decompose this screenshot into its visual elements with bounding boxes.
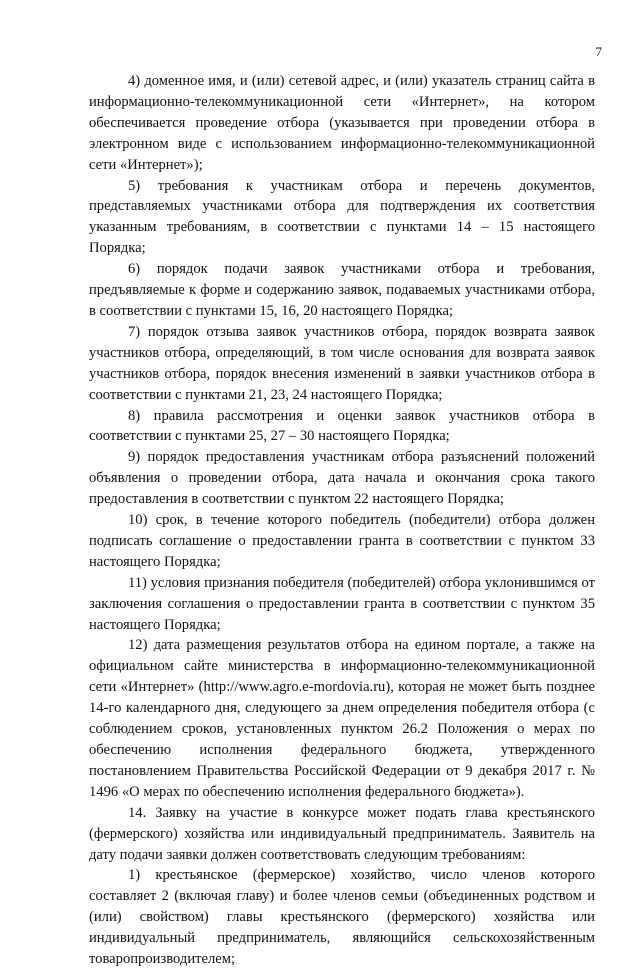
paragraph-requirement-1: 1) крестьянское (фермерское) хозяйство, число членов которого составляет 2 (включая главу) и более членов семьи (объединенных родством и (или) свойством) главы крестьянского (фермерского) хозяйства или индивидуальный предприниматель, являющийся сельскохозяйственным товаропроизводителем;: [89, 867, 595, 968]
paragraph-item-8: 8) правила рассмотрения и оценки заявок участников отбора в соответствии с пунктами 25, 27 – 30 настоящего Порядка;: [89, 407, 595, 445]
paragraph-item-12: 12) дата размещения результатов отбора на едином портале, а также на официальном сайте министерства в информационно-телекоммуникационной сети «Интернет» (http://www.agro.e-mordovia.ru), которая не может быть позднее 14-го календарного дня, следующего за днем определения победителя отбора (с соблюдением сроков, установленных пунктом 26.2 Положения о мерах по обеспечению исполнения федерального бюджета, утвержденного постановлением Правительства Российской Федерации от 9 декабря 2017 г. № 1496 «О мерах по обеспечению исполнения федерального бюджета»).: [89, 637, 595, 800]
paragraph-item-10: 10) срок, в течение которого победитель (победители) отбора должен подписать соглашение о предоставлении гранта в соответствии с пунктом 33 настоящего Порядка;: [89, 512, 595, 570]
paragraph-item-9: 9) порядок предоставления участникам отбора разъяснений положений объявления о проведении отбора, дата начала и окончания срока такого предоставления в соответствии с пунктом 22 настоящего Порядка;: [89, 449, 595, 508]
paragraph-item-11: 11) условия признания победителя (победителей) отбора уклонившимся от заключения соглашения о предоставлении гранта в соответствии с пунктом 35 настоящего Порядка;: [89, 574, 595, 633]
document-body: [89, 71, 595, 970]
paragraph-section-14: 14. Заявку на участие в конкурсе может подать глава крестьянского (фермерского) хозяйства или индивидуальный предприниматель. Заявитель на дату подачи заявки должен соответствовать следующим требованиям:: [89, 804, 595, 863]
page-number: 7: [595, 44, 602, 59]
paragraph-item-6: 6) порядок подачи заявок участниками отбора и требования, предъявляемые к форме и содержанию заявок, подаваемых участниками отбора, в соответствии с пунктами 15, 16, 20 настоящего Порядка;: [89, 261, 595, 319]
paragraph-item-5: 5) требования к участникам отбора и перечень документов, представляемых участниками отбора для подтверждения их соответствия указанным требованиям, в соответствии с пунктами 14 – 15 настоящего Порядка;: [89, 177, 595, 257]
paragraph-item-4: 4) доменное имя, и (или) сетевой адрес, и (или) указатель страниц сайта в информационно-телекоммуникационной сети «Интернет», на котором обеспечивается проведение отбора (указывается при проведении отбора в электронном виде с использованием информационно-телекоммуникационной сети «Интернет»);: [89, 73, 595, 173]
paragraph-item-7: 7) порядок отзыва заявок участников отбора, порядок возврата заявок участников отбора, определяющий, в том числе основания для возврата заявок участников отбора, порядок внесения изменений в заявки участников отбора в соответствии с пунктами 21, 23, 24 настоящего Порядка;: [89, 323, 595, 403]
